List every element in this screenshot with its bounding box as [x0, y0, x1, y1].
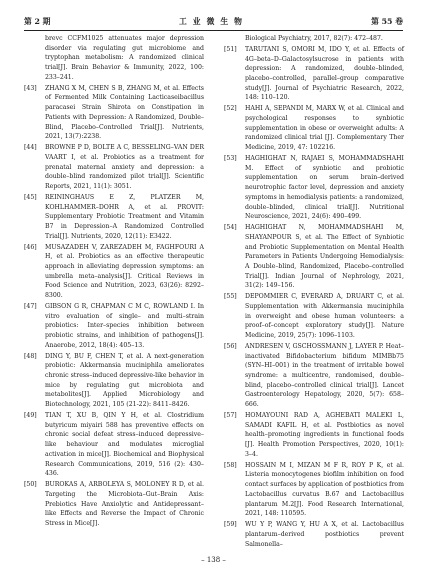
reference-item — [24, 243, 204, 301]
reference-item — [24, 480, 204, 529]
reference-item — [24, 352, 204, 410]
page-number: – 138 – — [201, 556, 226, 564]
reference-number: [56] — [224, 342, 237, 350]
reference-number: [59] — [224, 521, 237, 529]
reference-number: [58] — [224, 461, 237, 469]
reference-number: [44] — [24, 144, 37, 152]
reference-continuation: brevc CCFM1025 attenuates major depression disorder via regulating gut microbiome and tryptophan metabolism: A randomized clinical trial[J]. Brain Behavior & Immunity, 2022, 100: 233–241. — [45, 35, 204, 81]
issue-number: 第 2 期 — [24, 17, 51, 26]
reference-text: GIBSON G R, CHAPMAN C M C, ROWLAND I. In vitro evaluation of single– and multi–strain probiotics: Inter–species inhibition between probiotic strains, and inhibition of pathogens[J]. Anaerobe, 2012, 18(4): 405–13. — [45, 302, 204, 349]
reference-number: [43] — [24, 84, 37, 92]
reference-text: ANDRESEN V, GSCHOSSMANN J, LAYER P. Heat–inactivated Bifidobacterium bifidum MIMBb75 (SYN–HI–001) in the treatment of irritable bowel syndrome: a multicentre, randomised, double–blind, placebo–controlled clinical trial[J]. Lancet Gastroenterology Hepatology, 2020, 5(7): 658–666. — [245, 342, 404, 409]
reference-item — [224, 154, 404, 222]
reference-number: [45] — [24, 193, 37, 201]
reference-item — [224, 461, 404, 519]
reference-number: [57] — [224, 412, 237, 420]
reference-number: [48] — [24, 352, 37, 360]
reference-text: HOSSAIN M I, MIZAN M F R, ROY P K, et al. Listeria monocytogenes biofilm inhibition on food contact surfaces by application of postbiotics from Lactobacillus curvatus B.67 and Lactobacillus plantarum M.2[J]. Food Research International, 2021, 148: 110595. — [245, 461, 404, 518]
reference-text: BROWNE P D, BOLTE A C, BESSELING–VAN DER VAART I, et al. Probiotics as a treatment for prenatal maternal anxiety and depression: a double–blind randomized pilot trial[J]. Scientific Reports, 2021, 11(1): 3051. — [45, 144, 204, 190]
reference-number: [51] — [224, 45, 237, 53]
reference-text: HAGHIGHAT N, RAJAEI S, MOHAMMADSHAHI M. Effect of synbiotic and probiotic supplementation on serum brain–derived neurotrophic factor level, depression and anxiety symptoms in hemodialysis patients: a randomized, double–blinded, clinical trial[J]. Nutritional Neuroscience, 2021, 24(6): 490–499. — [245, 155, 404, 221]
reference-number: [49] — [24, 412, 37, 420]
reference-item — [24, 84, 204, 142]
left-reference-list — [24, 84, 204, 529]
reference-text: HAGHIGHAT N, MOHAMMADSHAHI M, SHAYANPOUR S, et al. The Effect of Synbiotic and Probiotic Supplementation on Mental Health Parameters in Patients Undergoing Hemodialysis: A Double–blind, Randomized, Placebo–controlled Trial[J]. Indian Journal of Nephrology, 2021, 31(2): 149–156. — [245, 224, 404, 290]
reference-text: HOMAYOUNI RAD A, AGHEBATI MALEKI L, SAMADI KAFIL H, et al. Postbiotics as novel health–promoting ingredients in functional foods [J]. Health Promotion Perspectives, 2020, 10(1): 3–4. — [245, 412, 404, 458]
reference-item — [224, 45, 404, 103]
reference-number: [55] — [224, 293, 237, 301]
reference-number: [46] — [24, 243, 37, 251]
volume-number: 第 55 卷 — [371, 17, 403, 26]
reference-number: [52] — [224, 105, 237, 113]
reference-text: BUROKAS A, ARBOLEYA S, MOLONEY R D, et al. Targeting the Microbiota–Gut–Brain Axis: Prebiotics Have Anxiolytic and Antidepressant–like Effects and Reverse the Impact of Chronic Stress in Mice[J]. — [45, 481, 204, 527]
right-column — [224, 34, 404, 550]
reference-item — [224, 342, 404, 410]
reference-item — [224, 520, 404, 549]
reference-item — [24, 143, 204, 192]
reference-number: [53] — [224, 155, 237, 162]
right-reference-list — [224, 45, 404, 549]
reference-number: [54] — [224, 224, 237, 232]
reference-columns — [24, 34, 403, 546]
reference-text: WU Y P, WANG Y, HU A X, et al. Lactobacillus plantarum–derived postbiotics prevent Salmonella– — [245, 521, 404, 548]
reference-item — [24, 411, 204, 479]
reference-item — [224, 223, 404, 291]
reference-number: [47] — [24, 302, 37, 310]
reference-text: DING Y, BU F, CHEN T, et al. A next-generation probiotic: Akkermansia muciniphila ameliorates chronic stress–induced depressive-like behavior in mice by regulating gut microbiota and metabolites[J]. Applied Microbiology and Biotechnology, 2021, 105 (21-22): 8411–8426. — [45, 352, 204, 409]
reference-text: MUSAZADEH V, ZAREZADEH M, FAGHFOURI A H, et al. Probiotics as an effective therapeutic approach in alleviating depression symptoms: an umbrella meta–analysis[J]. Critical Reviews in Food Science and Nutrition, 2023, 63(26): 8292–8300. — [45, 243, 204, 300]
journal-title: 工业微生物 — [179, 17, 248, 26]
reference-text: ZHANG X M, CHEN S B, ZHANG M, et al. Effects of Fermented Milk Containing Lacticaseibacillus paracasei Strain Shirota on Constipation in Patients with Depression: A Randomized, Double–Blind, Placebo–Controlled Trial[J]. Nutrients, 2021, 13(7):2238. — [45, 84, 204, 141]
reference-text: HAHI A, SEPANDI M, MARX W, et al. Clinical and psychological responses to synbiotic supplementation in obese or overweight adults: A randomized clinical trial [J]. Complementary Ther Medicine, 2019, 47: 102216. — [245, 105, 404, 152]
reference-text: REININGHAUS E Z, PLATZER M, KOHLHAMMER–DOHR A, et al. PROVIT: Supplementary Probiotic Treatment and Vitamin B7 in Depression–A Randomized Controlled Trial[J]. Nutrients, 2020, 12(11): E3422. — [45, 193, 204, 240]
reference-number: [50] — [24, 481, 37, 489]
reference-item — [24, 302, 204, 351]
reference-item — [224, 411, 404, 460]
left-column — [24, 34, 204, 530]
running-header — [24, 14, 403, 31]
reference-item — [24, 193, 204, 242]
reference-item — [224, 104, 404, 153]
reference-text: TIAN T, XU B, QIN Y H, et al. Clostridium butyricum miyairi 588 has preventive effects on chronic social defeat stress–induced depressive–like behaviour and modulates microglial activation in mice[J]. Biochemical and Biophysical Research Communications, 2019, 516 (2): 430–436. — [45, 412, 204, 478]
reference-text: DEPOMMIER C, EVERARD A, DRUART C, et al. Supplementation with Akkermansia muciniphila in overweight and obese human volunteers: a proof–of–concept exploratory study[J]. Nature Medicine, 2019, 25(7): 1096–1103. — [245, 293, 404, 340]
reference-item — [224, 292, 404, 341]
reference-text: TARUTANI S, OMORI M, IDO Y, et al. Effects of 4G–beta–D–Galactosylsucrose in patients with depression: A randomized, double–blinded, placebo–controlled, parallel–group comparative study[J]. Journal of Psychiatric Research, 2022, 148: 110–120. — [245, 45, 404, 102]
reference-continuation: Biological Psychiatry, 2017, 82(7): 472–487. — [245, 35, 383, 42]
